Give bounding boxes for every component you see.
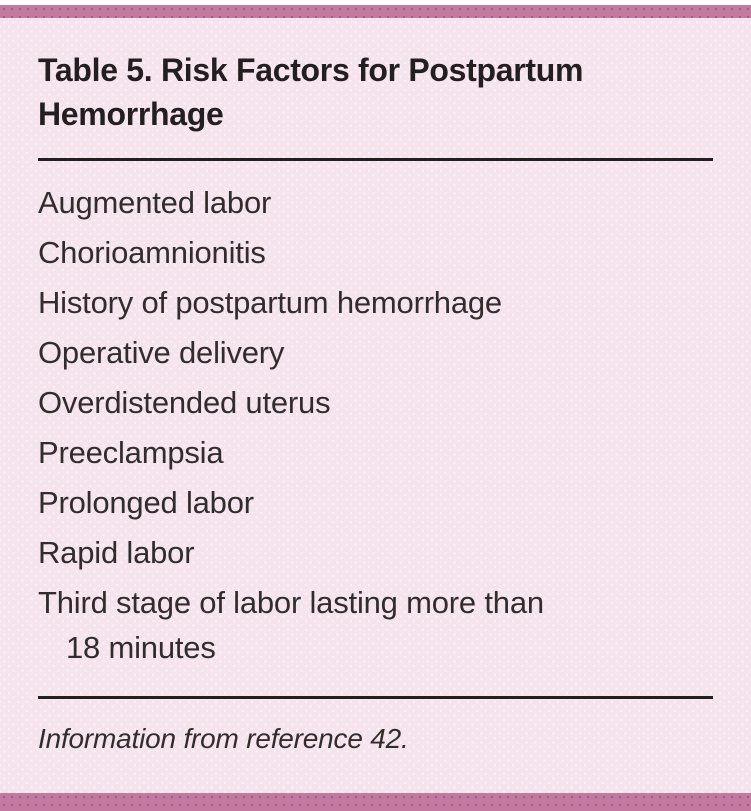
row-text: Rapid labor [38, 535, 195, 570]
table-footnote: Information from reference 42. [38, 723, 409, 754]
accent-bar-bottom [0, 793, 751, 811]
table-row [38, 478, 713, 528]
table-row [38, 278, 713, 328]
divider-bottom [38, 696, 713, 699]
row-text: Third stage of labor lasting more than [38, 585, 544, 620]
table-panel [0, 18, 751, 793]
divider-top [38, 158, 713, 161]
row-text: Operative delivery [38, 335, 285, 370]
accent-bar-top [0, 5, 751, 18]
table-row [38, 228, 713, 278]
table-row [38, 528, 713, 578]
row-text-continuation: 18 minutes [66, 630, 216, 665]
table-row [38, 328, 713, 378]
table-row [38, 178, 713, 228]
row-text: Augmented labor [38, 185, 272, 220]
row-text: Overdistended uterus [38, 385, 331, 420]
row-text: Chorioamnionitis [38, 235, 266, 270]
row-text: History of postpartum hemorrhage [38, 285, 502, 320]
row-text: Preeclampsia [38, 435, 224, 470]
row-text: Prolonged labor [38, 485, 254, 520]
risk-factor-list [38, 178, 713, 670]
table-row [38, 428, 713, 478]
table-title: Table 5. Risk Factors for Postpartum Hemorrhage [38, 52, 584, 132]
table-row [38, 578, 713, 670]
table-row [38, 378, 713, 428]
